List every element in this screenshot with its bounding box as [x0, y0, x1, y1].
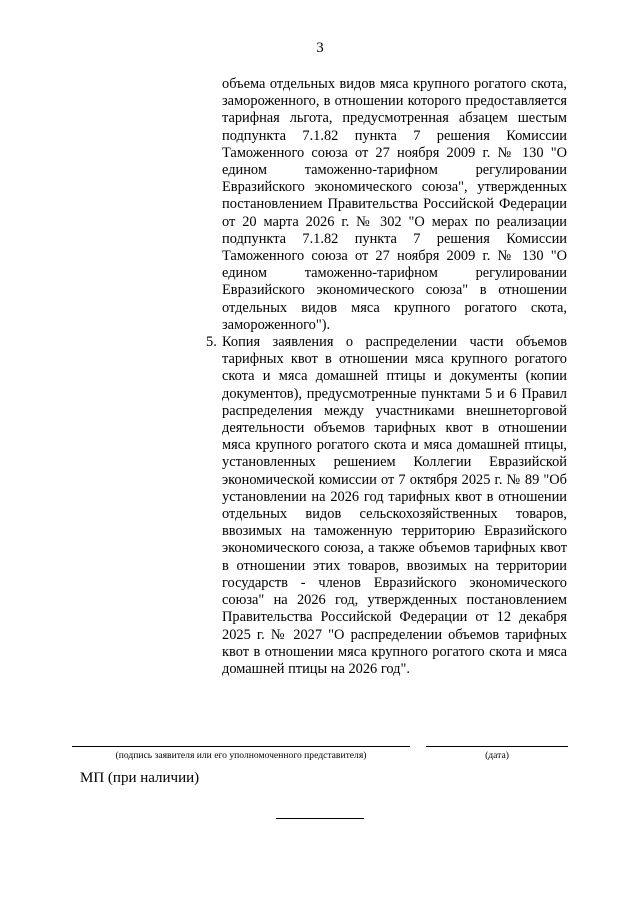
list-item-number: 5.	[206, 334, 217, 351]
stamp-label: МП (при наличии)	[80, 770, 200, 786]
document-body	[206, 76, 567, 678]
date-line	[426, 746, 568, 747]
signature-line	[72, 746, 410, 747]
continuation-paragraph: объема отдельных видов мяса крупного рогатого скота, замороженного, в отношении которого предоставляется тарифная льгота, предусмотренная абзацем шестым подпункта 7.1.82 пункта 7 решения Комиссии Таможенного союза от 27 ноября 2009 г. № 130 "О едином таможенно-тарифном регулировании Евразийского экономического союза", утвержденных постановлением Правительства Российской Федерации от 20 марта 2026 г. № 302 "О мерах по реализации подпункта 7.1.82 пункта 7 решения Комиссии Таможенного союза от 27 ноября 2009 г. № 130 "О едином таможенно-тарифном регулировании Евразийского экономического союза" в отношении отдельных видов мяса крупного рогатого скота, замороженного").	[222, 76, 567, 333]
date-caption: (дата)	[485, 750, 509, 761]
list-item-text: Копия заявления о распределении части объемов тарифных квот в отношении мяса крупного рогатого скота и мяса домашней птицы и документы (копии документов), предусмотренные пунктами 5 и 6 Правил распределения между участниками внешнеторговой деятельности объемов тарифных квот в отношении мяса крупного рогатого скота и мяса домашней птицы, установленных решением Коллегии Евразийской экономической комиссии от 7 октября 2025 г. № 89 "Об установлении на 2026 год тарифных квот в отношении отдельных видов сельскохозяйственных товаров, ввозимых на таможенную территорию Евразийского экономического союза, а также объемов тарифных квот в отношении этих товаров, ввозимых на территории государств - членов Евразийского экономического союза" на 2026 год, утвержденных постановлением Правительства Российской Федерации от 12 декабря 2025 г. № 2027 "О распределении объемов тарифных квот в отношении мяса крупного рогатого скота и мяса домашней птицы на 2026 год".	[222, 334, 567, 677]
list-item-5	[206, 334, 567, 678]
signature-caption: (подпись заявителя или его уполномоченного представителя)	[115, 750, 367, 761]
end-separator	[276, 818, 364, 819]
page-number: 3	[316, 40, 324, 56]
